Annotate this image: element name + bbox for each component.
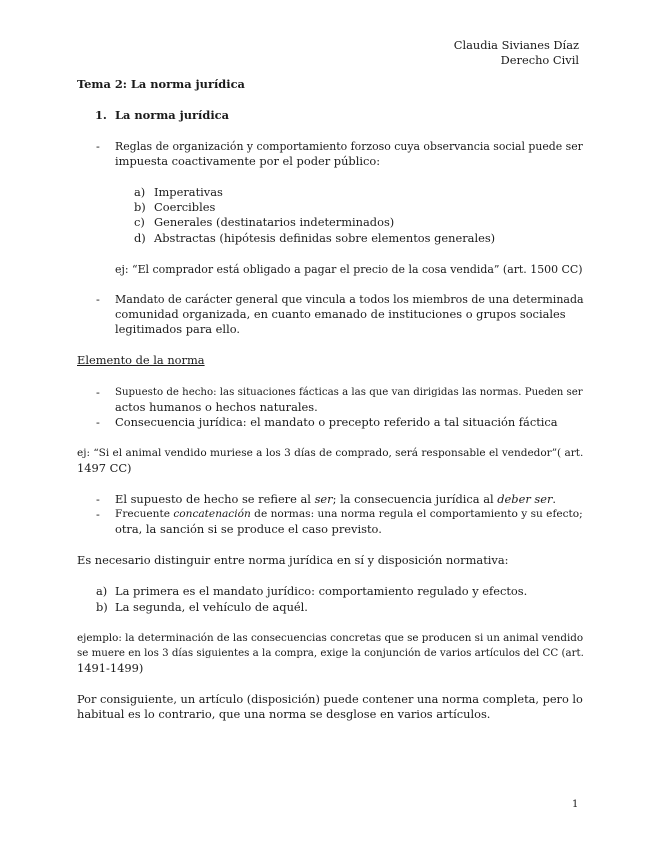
header-author: Claudia Sivianes Díaz bbox=[453, 38, 579, 52]
section-heading: La norma jurídica bbox=[115, 108, 229, 122]
conclusion-line1: Por consiguiente, un artículo (disposición) puede contener una norma completa, pero lo bbox=[77, 692, 583, 706]
example-1: ej: “El comprador está obligado a pagar el precio de la cosa vendida” (art. 1500 CC) bbox=[115, 263, 583, 276]
note-1-emphasis-ser: ser bbox=[314, 492, 333, 506]
list-item: Imperativas bbox=[154, 185, 223, 199]
page-number: 1 bbox=[572, 799, 579, 810]
bullet-marker: - bbox=[96, 492, 100, 506]
bullet-marker: - bbox=[96, 385, 100, 399]
header-subject: Derecho Civil bbox=[500, 53, 579, 67]
bullet2-line1: Mandato de carácter general que vincula a todos los miembros de una determinada bbox=[115, 293, 584, 306]
example-3-line3: 1491-1499) bbox=[77, 661, 144, 675]
document-title: Tema 2: La norma jurídica bbox=[77, 77, 245, 91]
example-3-line2: se muere en los 3 días siguientes a la compra, exige la conjunción de varios artículos del CC (art. bbox=[77, 647, 584, 659]
note-2-line2: otra, la sanción si se produce el caso previsto. bbox=[115, 522, 382, 536]
bullet-marker: - bbox=[96, 415, 100, 429]
example-3-line1: ejemplo: la determinación de las consecuencias concretas que se producen si un animal vendido bbox=[77, 632, 584, 644]
note-1-text: El supuesto de hecho se refiere al bbox=[115, 492, 315, 506]
note-2-emphasis: concatenación bbox=[173, 508, 251, 520]
distinction-intro: Es necesario distinguir entre norma jurídica en sí y disposición normativa: bbox=[77, 553, 509, 567]
distinction-item: La segunda, el vehículo de aquél. bbox=[115, 600, 308, 614]
note-2-line1 bbox=[115, 507, 583, 523]
element-consecuencia: Consecuencia jurídica: el mandato o precepto referido a tal situación fáctica bbox=[115, 415, 558, 429]
bullet1-line2: impuesta coactivamente por el poder público: bbox=[115, 154, 381, 168]
example-2-line2: 1497 CC) bbox=[77, 461, 132, 475]
note-1-emphasis-deber-ser: deber ser bbox=[497, 492, 553, 506]
list-marker: a) bbox=[134, 185, 146, 199]
note-2-text-post: de normas: una norma regula el comportamiento y su efecto; bbox=[250, 508, 583, 520]
note-1-text-mid: ; la consecuencia jurídica al bbox=[332, 492, 498, 506]
elements-heading: Elemento de la norma bbox=[77, 353, 205, 367]
element-supuesto-line2: actos humanos o hechos naturales. bbox=[115, 400, 318, 414]
list-item: Abstractas (hipótesis definidas sobre elementos generales) bbox=[154, 231, 496, 245]
conclusion-line2: habitual es lo contrario, que una norma se desglose en varios artículos. bbox=[77, 707, 491, 721]
section-number: 1. bbox=[95, 108, 107, 122]
distinction-item: La primera es el mandato jurídico: comportamiento regulado y efectos. bbox=[115, 584, 528, 598]
bullet1-line1: Reglas de organización y comportamiento forzoso cuya observancia social puede ser bbox=[115, 140, 583, 153]
note-1-text-end: . bbox=[552, 492, 557, 506]
list-item: Generales (destinatarios indeterminados) bbox=[154, 215, 395, 229]
example-2-line1: ej: “Si el animal vendido muriese a los 3 días de comprado, será responsable el vendedor”( art. bbox=[77, 447, 584, 459]
list-marker: c) bbox=[134, 215, 145, 229]
bullet-marker: - bbox=[96, 139, 100, 153]
list-marker: d) bbox=[134, 231, 146, 245]
bullet2-line2: comunidad organizada, en cuanto emanado de instituciones o grupos sociales bbox=[115, 307, 566, 321]
bullet-marker: - bbox=[96, 507, 100, 521]
bullet2-line3: legitimados para ello. bbox=[115, 322, 240, 336]
list-marker: b) bbox=[134, 200, 146, 214]
element-supuesto-line1: Supuesto de hecho: las situaciones fácticas a las que van dirigidas las normas. Pueden ser bbox=[115, 387, 583, 398]
list-item: Coercibles bbox=[154, 200, 216, 214]
list-marker: b) bbox=[96, 600, 108, 614]
list-marker: a) bbox=[96, 584, 108, 598]
note-2-text: Frecuente bbox=[115, 508, 174, 520]
bullet-marker: - bbox=[96, 292, 100, 306]
note-1 bbox=[115, 492, 556, 508]
